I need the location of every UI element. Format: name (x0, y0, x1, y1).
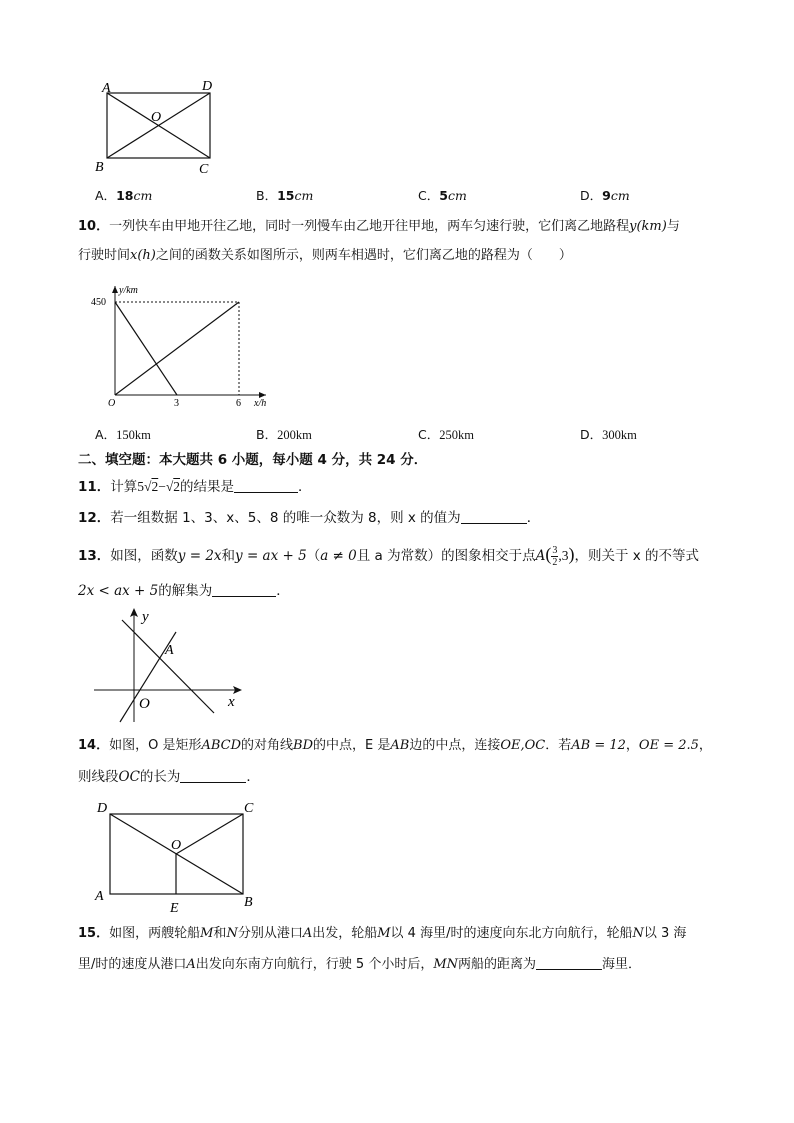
y-tick-450: 450 (91, 297, 106, 308)
point-a-label: A (165, 643, 174, 658)
y-axis-label: y/km (119, 285, 138, 296)
q15-line1: 15．如图，两艘轮船M和N分别从港口A出发，轮船M以 4 海里/时的速度向东北方向航行，轮船N以 3 海 (78, 926, 687, 941)
rectangle-midpoint-figure (88, 795, 268, 917)
label-b: B (244, 895, 253, 910)
q10-option-c: C．250km (418, 427, 474, 442)
label-c: C (199, 162, 209, 176)
q10-line2: 行驶时间x(h)之间的函数关系如图所示，则两车相遇时，它们离乙地的路程为（ ） (78, 248, 572, 263)
answer-blank[interactable] (212, 582, 276, 597)
origin-label: O (108, 398, 116, 409)
sqrt-icon: √ (144, 479, 152, 494)
intersecting-lines-graph (90, 602, 250, 728)
x-tick-3: 3 (174, 398, 179, 409)
q10-option-a: A．150km (95, 427, 151, 442)
q10-line1: 10．一列快车由甲地开往乙地，同时一列慢车由乙地开往甲地，两车匀速行驶，它们离乙地路程y(km)与 (78, 219, 680, 234)
fraction: $\frac{3}{2}$ (552, 544, 558, 568)
q9-figure (92, 76, 222, 176)
answer-blank[interactable] (461, 509, 527, 524)
answer-blank[interactable] (536, 955, 602, 970)
sqrt-icon: √ (165, 479, 174, 494)
q14-figure (88, 795, 268, 917)
origin-label: O (139, 696, 150, 712)
y-axis-label: y (142, 609, 149, 625)
q13-line2: 2x < ax + 5的解集为 ． (78, 583, 290, 599)
q9-option-d: D．9cm (580, 188, 630, 203)
q9-option-b: B．15cm (256, 188, 314, 203)
q9-option-c: C．5cm (418, 188, 467, 203)
q9-option-a: A．18cm (95, 188, 153, 203)
q13-graph (90, 602, 250, 728)
x-tick-6: 6 (236, 398, 241, 409)
q15-line2: 里/时的速度从港口A出发向东南方向航行，行驶 5 个小时后，MN两船的距离为 海里． (78, 957, 642, 972)
q10-option-d: D．300km (580, 427, 637, 442)
q14-line2: 则线段OC的长为 ． (78, 769, 260, 785)
section-heading: 二、填空题：本大题共 6 小题，每小题 4 分，共 24 分． (78, 452, 428, 468)
answer-blank[interactable] (234, 478, 298, 493)
label-d: D (202, 79, 213, 94)
label-b: B (95, 160, 104, 175)
q10-option-b: B．200km (256, 427, 312, 442)
label-o: O (171, 838, 182, 853)
label-c: C (244, 801, 254, 816)
q11: 11．计算5√2−√2的结果是 ． (78, 479, 312, 495)
q14-line1: 14．如图，O 是矩形ABCD的对角线BD的中点，E 是AB边的中点，连接OE,OC．若AB = 12，OE = 2.5， (78, 738, 712, 753)
answer-blank[interactable] (180, 768, 246, 783)
q10-graph (88, 280, 278, 410)
label-o: O (151, 110, 162, 125)
x-axis-label: x (228, 694, 235, 710)
q13-line1: 13．如图，函数y = 2x和y = ax + 5（a ≠ 0且 a 为常数）的图象相交于点A( $\frac{3}{2}$ ,3)，则关于 x 的不等式 (78, 544, 700, 568)
x-axis-label: x/h (254, 398, 267, 409)
q12: 12．若一组数据 1、3、x、5、8 的唯一众数为 8，则 x 的值为 ． (78, 510, 541, 526)
rectangle-diagonals-figure (92, 76, 222, 176)
label-d: D (97, 801, 108, 816)
distance-time-graph (88, 280, 278, 410)
label-e: E (170, 901, 179, 916)
label-a: A (95, 889, 104, 904)
label-a: A (102, 81, 111, 96)
